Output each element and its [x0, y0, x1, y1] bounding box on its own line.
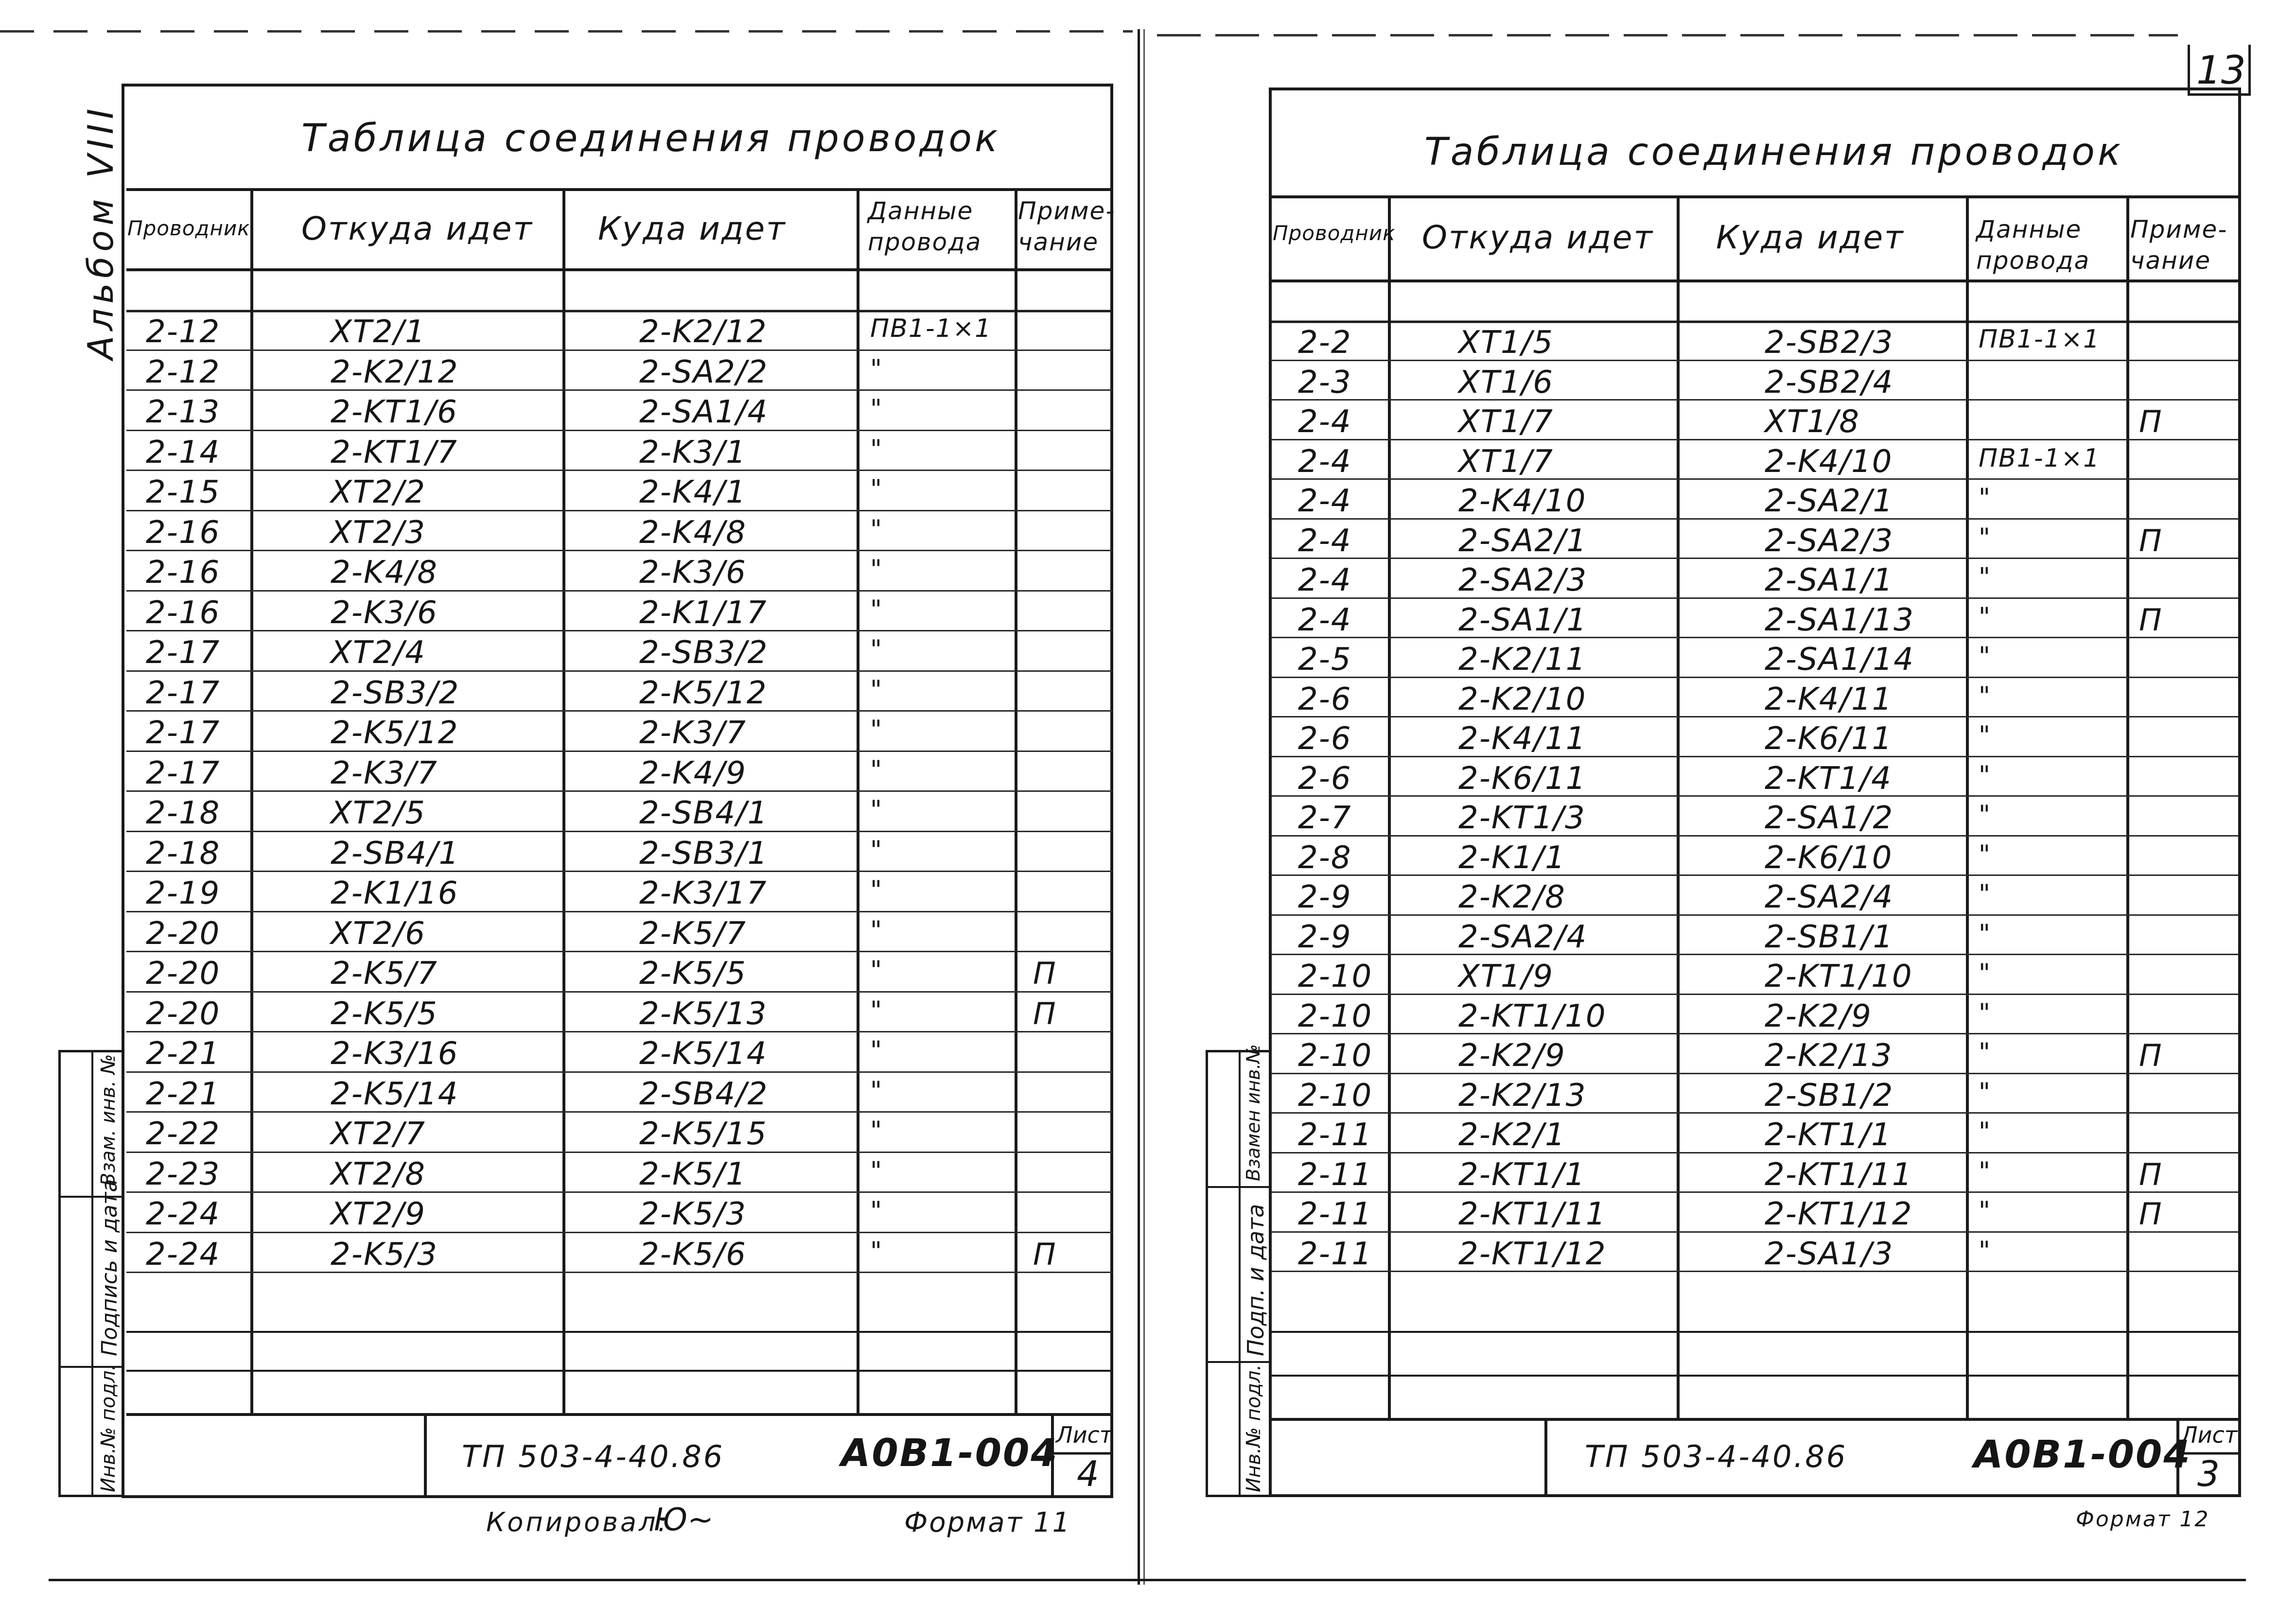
wire-cell: "	[870, 474, 883, 504]
from-cell: 2-K2/1	[1458, 1117, 1566, 1153]
right-header-wire: Данные провода	[1976, 215, 2090, 275]
wire-cell: "	[1979, 681, 1991, 711]
from-cell: XT2/6	[331, 915, 426, 952]
note-cell: П	[2139, 1156, 2163, 1192]
conductor-cell: 2-18	[146, 795, 221, 831]
to-cell: 2-KT1/1	[1765, 1117, 1892, 1153]
conductor-cell: 2-6	[1298, 760, 1352, 797]
to-cell: 2-K5/3	[639, 1196, 747, 1232]
row-rule	[1271, 1271, 2239, 1272]
to-cell: 2-K5/7	[639, 915, 747, 952]
left-side-label-1: Подпись и дата	[97, 1179, 122, 1356]
wire-cell: ПВ1-1×1	[1979, 443, 2101, 473]
conductor-cell: 2-2	[1298, 325, 1352, 361]
wire-cell: "	[1979, 760, 1991, 790]
conductor-cell: 2-4	[1298, 443, 1352, 480]
left-title: Таблица соединения проводок	[301, 117, 1001, 160]
wire-cell: "	[870, 635, 883, 664]
wire-cell: "	[1979, 1156, 1991, 1186]
conductor-cell: 2-12	[146, 354, 221, 390]
to-cell: 2-K5/14	[639, 1036, 768, 1072]
wire-cell: "	[1979, 562, 1991, 592]
wire-cell: ПВ1-1×1	[1979, 325, 2101, 354]
right-side-label-1: Подп. и дата	[1243, 1204, 1269, 1356]
from-cell: 2-K5/7	[331, 956, 438, 992]
left-stamp-doc: ТП 503-4-40.86	[462, 1439, 725, 1474]
from-cell: 2-K2/10	[1458, 681, 1587, 717]
wire-cell: "	[1979, 523, 1991, 552]
right-title: Таблица соединения проводок	[1424, 130, 2124, 174]
wire-cell: "	[870, 755, 883, 785]
from-cell: XT2/3	[331, 514, 426, 551]
conductor-cell: 2-18	[146, 835, 221, 872]
to-cell: 2-K4/9	[639, 755, 747, 791]
to-cell: 2-SB1/1	[1765, 919, 1894, 955]
row-rule	[1271, 1152, 2239, 1153]
row-rule	[1271, 1191, 2239, 1193]
from-cell: 2-K4/11	[1458, 721, 1587, 757]
from-cell: XT2/2	[331, 474, 426, 510]
note-cell: П	[1033, 996, 1057, 1031]
to-cell: 2-SA2/1	[1765, 483, 1894, 519]
left-side-label-0: Инв.№ подл.	[97, 1364, 120, 1492]
from-cell: 2-K5/14	[331, 1076, 459, 1112]
row-rule	[1271, 1112, 2239, 1114]
wire-cell: "	[1979, 642, 1991, 671]
left-stamp-sheet-no: 4	[1077, 1453, 1099, 1494]
conductor-cell: 2-17	[146, 755, 221, 791]
from-cell: 2-K3/16	[331, 1036, 459, 1072]
from-cell: 2-K1/1	[1458, 839, 1566, 876]
right-stamp-sheet-label: Лист	[2181, 1422, 2238, 1448]
conductor-cell: 2-16	[146, 555, 221, 591]
left-header-to: Куда идет	[598, 210, 787, 247]
left-header-from: Откуда идет	[301, 210, 533, 247]
row-rule	[1271, 399, 2239, 401]
wire-cell: "	[1979, 998, 1991, 1028]
row-rule	[1271, 677, 2239, 678]
to-cell: 2-K5/13	[639, 996, 768, 1032]
to-cell: 2-K3/6	[639, 555, 747, 591]
left-header-note: Приме- чание	[1018, 197, 1116, 256]
wire-cell: "	[1979, 959, 1991, 988]
to-cell: 2-KT1/12	[1765, 1196, 1913, 1232]
note-cell: П	[2139, 1038, 2163, 1073]
wire-cell: "	[1979, 602, 1991, 631]
right-footer-format: Формат 12	[2076, 1507, 2210, 1532]
to-cell: 2-KT1/11	[1765, 1156, 1913, 1193]
wire-cell: "	[870, 675, 883, 704]
wire-cell: "	[1979, 483, 1991, 512]
wire-cell: ПВ1-1×1	[870, 314, 992, 343]
conductor-cell: 2-10	[1298, 998, 1373, 1034]
wire-cell: "	[1979, 1077, 1991, 1107]
from-cell: XT2/4	[331, 635, 426, 671]
to-cell: XT1/8	[1765, 404, 1860, 440]
wire-cell: "	[870, 1036, 883, 1065]
conductor-cell: 2-9	[1298, 879, 1352, 915]
wire-cell: "	[870, 1156, 883, 1186]
wire-cell: "	[870, 594, 883, 624]
row-rule	[1271, 756, 2239, 757]
wire-cell: "	[1979, 919, 1991, 948]
from-cell: 2-SA2/3	[1458, 562, 1588, 598]
conductor-cell: 2-4	[1298, 404, 1352, 440]
row-rule	[1271, 439, 2239, 440]
wire-cell: "	[870, 996, 883, 1025]
wire-cell: "	[1979, 800, 1991, 829]
to-cell: 2-SB4/1	[639, 795, 769, 831]
from-cell: XT1/7	[1458, 404, 1554, 440]
right-header-to: Куда идет	[1716, 219, 1905, 256]
to-cell: 2-K3/7	[639, 715, 747, 751]
row-rule	[1271, 1033, 2239, 1034]
wire-cell: "	[1979, 879, 1991, 908]
conductor-cell: 2-4	[1298, 602, 1352, 638]
right-header-from: Откуда идет	[1422, 219, 1654, 256]
left-stamp-sheet-label: Лист	[1056, 1422, 1113, 1448]
to-cell: 2-SB2/4	[1765, 364, 1894, 401]
wire-cell: "	[1979, 1236, 1991, 1265]
wire-cell: "	[1979, 1117, 1991, 1146]
row-rule	[1271, 558, 2239, 559]
wire-cell: "	[870, 555, 883, 584]
to-cell: 2-SA2/3	[1765, 523, 1894, 559]
to-cell: 2-SA1/3	[1765, 1236, 1894, 1272]
right-stamp-code: А0В1-004	[1974, 1433, 2191, 1477]
to-cell: 2-K3/1	[639, 434, 747, 471]
conductor-cell: 2-22	[146, 1116, 221, 1152]
conductor-cell: 2-15	[146, 474, 221, 510]
right-stamp-sheet-no: 3	[2197, 1453, 2220, 1494]
row-rule	[1271, 518, 2239, 520]
conductor-cell: 2-11	[1298, 1236, 1373, 1272]
conductor-cell: 2-21	[146, 1076, 221, 1112]
conductor-cell: 2-24	[146, 1196, 221, 1232]
to-cell: 2-KT1/10	[1765, 959, 1913, 995]
row-rule	[1271, 954, 2239, 955]
conductor-cell: 2-24	[146, 1236, 221, 1273]
row-rule	[1271, 1073, 2239, 1074]
conductor-cell: 2-16	[146, 594, 221, 631]
wire-cell: "	[870, 1196, 883, 1225]
note-cell: П	[2139, 523, 2163, 559]
row-rule	[1271, 874, 2239, 876]
wire-cell: "	[1979, 721, 1991, 750]
conductor-cell: 2-6	[1298, 681, 1352, 717]
from-cell: XT1/9	[1458, 959, 1554, 995]
conductor-cell: 2-11	[1298, 1156, 1373, 1193]
conductor-cell: 2-4	[1298, 562, 1352, 598]
to-cell: 2-SA1/2	[1765, 800, 1894, 836]
left-footer-sign: Ю~	[654, 1502, 714, 1538]
to-cell: 2-K2/9	[1765, 998, 1872, 1034]
to-cell: 2-KT1/4	[1765, 760, 1892, 797]
wire-cell: "	[870, 875, 883, 905]
to-cell: 2-SB3/1	[639, 835, 769, 872]
wire-cell: "	[1979, 1196, 1991, 1225]
album-label: Альбом VIII	[80, 104, 121, 360]
to-cell: 2-K1/17	[639, 594, 768, 631]
conductor-cell: 2-20	[146, 956, 221, 992]
from-cell: 2-KT1/1	[1458, 1156, 1586, 1193]
from-cell: 2-SA2/4	[1458, 919, 1588, 955]
conductor-cell: 2-9	[1298, 919, 1352, 955]
to-cell: 2-SA1/13	[1765, 602, 1914, 638]
from-cell: 2-K1/16	[331, 875, 459, 911]
left-footer-format: Формат 11	[904, 1507, 1071, 1538]
from-cell: XT2/1	[331, 314, 426, 350]
to-cell: 2-SB3/2	[639, 635, 769, 671]
to-cell: 2-K2/13	[1765, 1038, 1893, 1074]
conductor-cell: 2-4	[1298, 523, 1352, 559]
to-cell: 2-K2/12	[639, 314, 768, 350]
conductor-cell: 2-10	[1298, 959, 1373, 995]
left-side-label-2: Взам. инв. №	[97, 1054, 120, 1186]
wire-cell: "	[1979, 839, 1991, 869]
wire-cell: "	[870, 1076, 883, 1105]
conductor-cell: 2-8	[1298, 839, 1352, 876]
conductor-cell: 2-23	[146, 1156, 221, 1192]
to-cell: 2-K5/15	[639, 1116, 768, 1152]
to-cell: 2-K4/10	[1765, 443, 1893, 480]
note-cell: П	[2139, 1196, 2163, 1232]
from-cell: 2-K3/6	[331, 594, 438, 631]
conductor-cell: 2-11	[1298, 1196, 1373, 1232]
conductor-cell: 2-17	[146, 635, 221, 671]
from-cell: 2-K5/3	[331, 1236, 438, 1273]
row-rule	[1271, 914, 2239, 916]
row-rule	[1271, 637, 2239, 638]
note-cell: П	[1033, 1236, 1057, 1272]
from-cell: 2-KT1/12	[1458, 1236, 1607, 1272]
row-rule	[1271, 795, 2239, 797]
row-rule	[1271, 478, 2239, 480]
wire-cell: "	[870, 514, 883, 544]
from-cell: 2-SA2/1	[1458, 523, 1588, 559]
to-cell: 2-K6/10	[1765, 839, 1893, 876]
wire-cell: "	[870, 434, 883, 464]
left-footer-copied: Копировал:	[486, 1507, 669, 1537]
note-cell: П	[2139, 602, 2163, 638]
to-cell: 2-K5/6	[639, 1236, 747, 1273]
conductor-cell: 2-11	[1298, 1117, 1373, 1153]
from-cell: XT2/5	[331, 795, 426, 831]
from-cell: 2-K2/8	[1458, 879, 1566, 915]
row-rule	[1271, 360, 2239, 361]
to-cell: 2-SA2/4	[1765, 879, 1894, 915]
right-stamp-doc: ТП 503-4-40.86	[1585, 1439, 1848, 1474]
wire-cell: "	[870, 835, 883, 865]
from-cell: 2-K2/11	[1458, 642, 1587, 678]
from-cell: 2-K5/12	[331, 715, 459, 751]
from-cell: 2-K2/12	[331, 354, 459, 390]
from-cell: 2-K4/8	[331, 555, 438, 591]
wire-cell: "	[870, 354, 883, 384]
row-rule	[1271, 597, 2239, 599]
wire-cell: "	[870, 795, 883, 824]
to-cell: 2-K4/11	[1765, 681, 1893, 717]
conductor-cell: 2-19	[146, 875, 221, 911]
row-rule	[1271, 716, 2239, 717]
wire-cell: "	[870, 956, 883, 985]
conductor-cell: 2-21	[146, 1036, 221, 1072]
conductor-cell: 2-10	[1298, 1077, 1373, 1114]
conductor-cell: 2-5	[1298, 642, 1352, 678]
wire-cell: "	[870, 394, 883, 423]
to-cell: 2-K3/17	[639, 875, 768, 911]
conductor-cell: 2-10	[1298, 1038, 1373, 1074]
from-cell: 2-SB3/2	[331, 675, 460, 711]
to-cell: 2-K5/5	[639, 956, 747, 992]
from-cell: 2-K3/7	[331, 755, 438, 791]
from-cell: 2-K5/5	[331, 996, 438, 1032]
wire-cell: "	[870, 915, 883, 945]
conductor-cell: 2-20	[146, 915, 221, 952]
right-header-conductor: Проводник	[1273, 221, 1396, 245]
wire-cell: "	[870, 1116, 883, 1145]
conductor-cell: 2-7	[1298, 800, 1352, 836]
to-cell: 2-SB1/2	[1765, 1077, 1894, 1114]
to-cell: 2-K4/8	[639, 514, 747, 551]
sheet-number: 13	[2196, 48, 2246, 93]
from-cell: 2-KT1/6	[331, 394, 458, 430]
conductor-cell: 2-16	[146, 514, 221, 551]
left-header-conductor: Проводник	[127, 216, 250, 240]
conductor-cell: 2-3	[1298, 364, 1352, 401]
note-cell: П	[1033, 956, 1057, 991]
note-cell: П	[2139, 404, 2163, 439]
from-cell: XT2/9	[331, 1196, 426, 1232]
left-header-wire: Данные провода	[868, 197, 982, 256]
conductor-cell: 2-12	[146, 314, 221, 350]
from-cell: 2-K2/13	[1458, 1077, 1587, 1114]
conductor-cell: 2-20	[146, 996, 221, 1032]
wire-cell: "	[1979, 1038, 1991, 1067]
conductor-cell: 2-17	[146, 715, 221, 751]
conductor-cell: 2-4	[1298, 483, 1352, 519]
to-cell: 2-SA1/4	[639, 394, 769, 430]
from-cell: XT2/7	[331, 1116, 426, 1152]
conductor-cell: 2-13	[146, 394, 221, 430]
conductor-cell: 2-17	[146, 675, 221, 711]
to-cell: 2-SA2/2	[639, 354, 769, 390]
from-cell: XT1/5	[1458, 325, 1554, 361]
from-cell: 2-KT1/11	[1458, 1196, 1607, 1232]
right-side-label-2: Взамен инв.№	[1243, 1044, 1264, 1181]
from-cell: 2-SA1/1	[1458, 602, 1588, 638]
to-cell: 2-SA1/14	[1765, 642, 1914, 678]
conductor-cell: 2-6	[1298, 721, 1352, 757]
to-cell: 2-SB2/3	[1765, 325, 1894, 361]
from-cell: 2-KT1/10	[1458, 998, 1607, 1034]
right-side-label-0: Инв.№ подл.	[1243, 1364, 1265, 1492]
from-cell: 2-SB4/1	[331, 835, 460, 872]
to-cell: 2-K5/1	[639, 1156, 747, 1192]
conductor-cell: 2-14	[146, 434, 221, 471]
wire-cell: "	[870, 1236, 883, 1266]
right-header-note: Приме- чание	[2130, 215, 2228, 275]
from-cell: XT2/8	[331, 1156, 426, 1192]
from-cell: XT1/6	[1458, 364, 1554, 401]
to-cell: 2-K5/12	[639, 675, 768, 711]
from-cell: 2-KT1/3	[1458, 800, 1586, 836]
row-rule	[1271, 994, 2239, 995]
from-cell: 2-K2/9	[1458, 1038, 1566, 1074]
from-cell: 2-KT1/7	[331, 434, 458, 471]
from-cell: 2-K4/10	[1458, 483, 1587, 519]
to-cell: 2-SB4/2	[639, 1076, 769, 1112]
from-cell: 2-K6/11	[1458, 760, 1587, 797]
row-rule	[1271, 1231, 2239, 1233]
to-cell: 2-K4/1	[639, 474, 747, 510]
row-rule	[1271, 835, 2239, 837]
wire-cell: "	[870, 715, 883, 744]
to-cell: 2-SA1/1	[1765, 562, 1894, 598]
from-cell: XT1/7	[1458, 443, 1554, 480]
left-stamp-code: А0В1-004	[841, 1432, 1059, 1475]
to-cell: 2-K6/11	[1765, 721, 1893, 757]
